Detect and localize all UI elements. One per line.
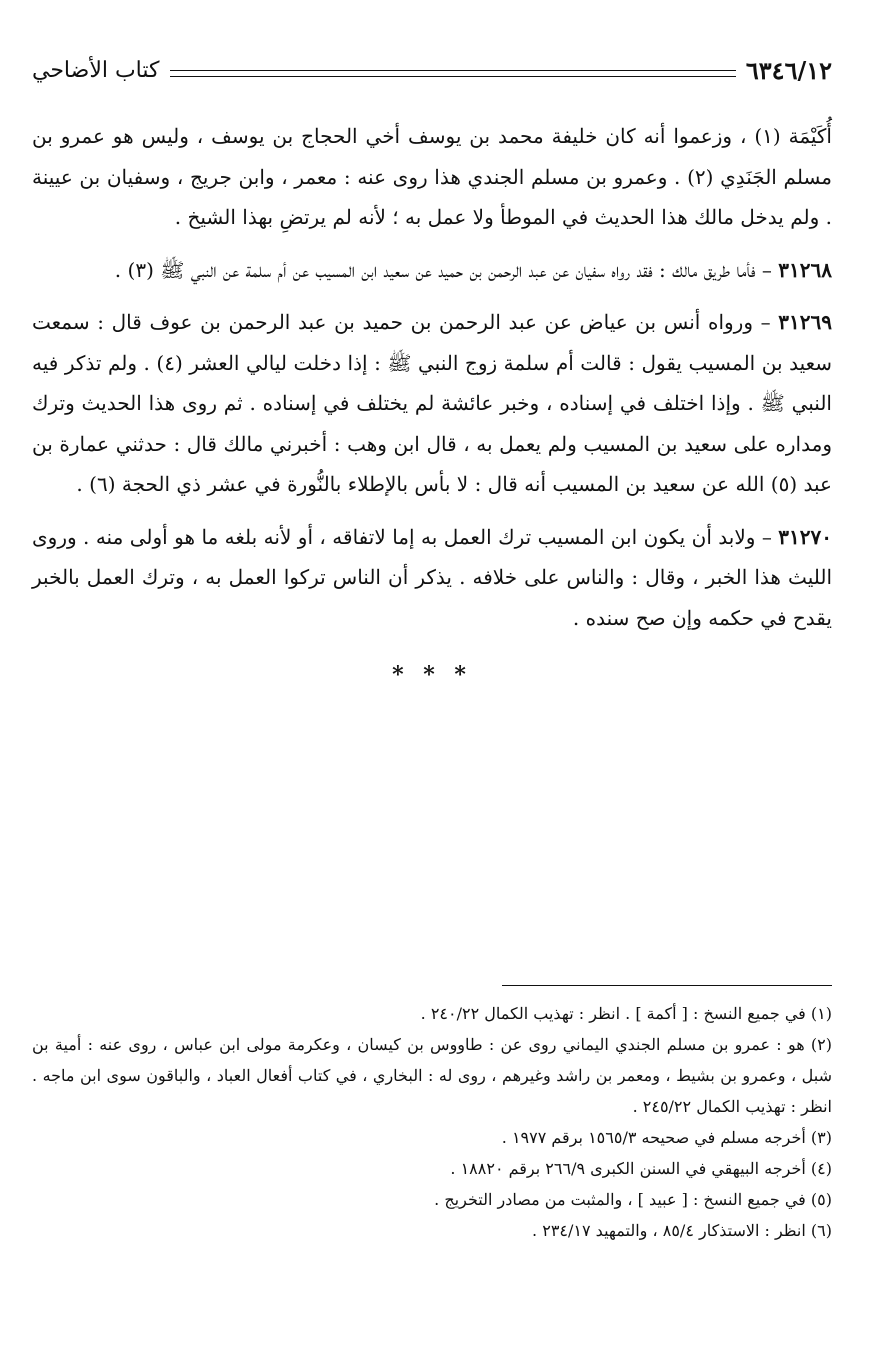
page-number: ٦٣٤٦/١٢: [745, 55, 832, 85]
footnote-1: (١) في جميع النسخ : [ أكمة ] . انظر : تهذيب الكمال ٢٤٠/٢٢ .: [420, 1004, 832, 1023]
footnote-3: (٣) أخرجه مسلم في صحيحه ١٥٦٥/٣ برقم ١٩٧٧ .: [501, 1128, 832, 1147]
footnote-6: (٦) انظر : الاستذكار ٨٥/٤ ، والتمهيد ٢٣٤/١٧ .: [532, 1221, 832, 1240]
paragraph-text: – ورواه أنس بن عياض عن عبد الرحمن بن حميد بن عبد الرحمن بن عوف قال : سمعت سعيد بن المسيب يقول : قالت أم سلمة زوج النبي ﷺ : إذا دخلت ليالي العشر (٤) . ولم تذكر فيه النبي ﷺ . وإذا اختلف في إسناده ، وخبر عائشة لم يختلف في إسناده . ثم روى هذا الحديث وترك ومداره على سعيد بن المسيب ولم يعمل به ، قال ابن وهب : أخبرني مالك قال : حدثني عمارة بن عبد (٥) الله عن سعيد بن المسيب أنه قال : لا بأس بالإطلاء بالنُّورة في عشر ذي الحجة (٦) .: [32, 310, 833, 496]
paragraph-text: – ولابد أن يكون ابن المسيب ترك العمل به إما لاتفاقه ، أو لأنه بلغه ما هو أولى منه . وروى الليث هذا الخبر ، وقال : والناس على خلافه . يذكر أن الناس تركوا العمل به ، وترك العمل بالخبر يقدح في حكمه وإن صح سنده .: [32, 524, 832, 630]
footnote-5: (٥) في جميع النسخ : [ عبيد ] ، والمثبت من مصادر التخريج .: [434, 1190, 832, 1209]
section-separator: * * *: [392, 662, 472, 688]
paragraph-text: – فأما طريق مالك : فقد رواه سفيان عن عبد الرحمن بن حميد عن سعيد ابن المسيب عن أم سلمة عن النبي ﷺ (٣) .: [114, 257, 779, 282]
footnote-2: (٢) هو : عمرو بن مسلم الجندي اليماني روى عن : طاووس بن كيسان ، وعكرمة مولى ابن عباس ، روى عنه : أمية بن شبل ، وعمرو بن بشيط ، ومعمر بن راشد وغيرهم ، روى له : البخاري ، في كتاب أفعال العباد ، والباقون سوى ابن ماجه . انظر : تهذيب الكمال ٢٤٥/٢٢ .: [32, 1035, 832, 1116]
running-header: [32, 50, 832, 90]
paragraph-number: ٣١٢٦٩: [778, 310, 832, 334]
paragraph-number: ٣١٢٦٨: [778, 257, 832, 282]
footnote-divider: [502, 985, 832, 986]
footnotes: [32, 998, 832, 1246]
paragraph-31269: [32, 302, 832, 505]
book-page: [32, 50, 833, 1240]
header-rule: [170, 70, 736, 77]
paragraph-intro: [32, 116, 832, 238]
paragraph-31270: [32, 517, 832, 639]
main-text: [32, 116, 832, 688]
paragraph-text: أُكَيْمَة (١) ، وزعموا أنه كان خليفة محمد بن يوسف أخي الحجاج بن يوسف ، وليس هو عمرو بن مسلم الجَنَدِي (٢) . وعمرو بن مسلم الجندي هذا روى عنه : معمر ، وابن جريج ، وسفيان بن عيينة . ولم يدخل مالك هذا الحديث في الموطأ ولا عمل به ؛ لأنه لم يرتضِ بهذا الشيخ .: [32, 124, 832, 229]
footnote-4: (٤) أخرجه البيهقي في السنن الكبرى ٢٦٦/٩ برقم ١٨٨٢٠ .: [450, 1159, 832, 1178]
paragraph-31268: [32, 250, 832, 291]
paragraph-number: ٣١٢٧٠: [778, 524, 833, 549]
book-title: كتاب الأضاحي: [32, 57, 160, 83]
